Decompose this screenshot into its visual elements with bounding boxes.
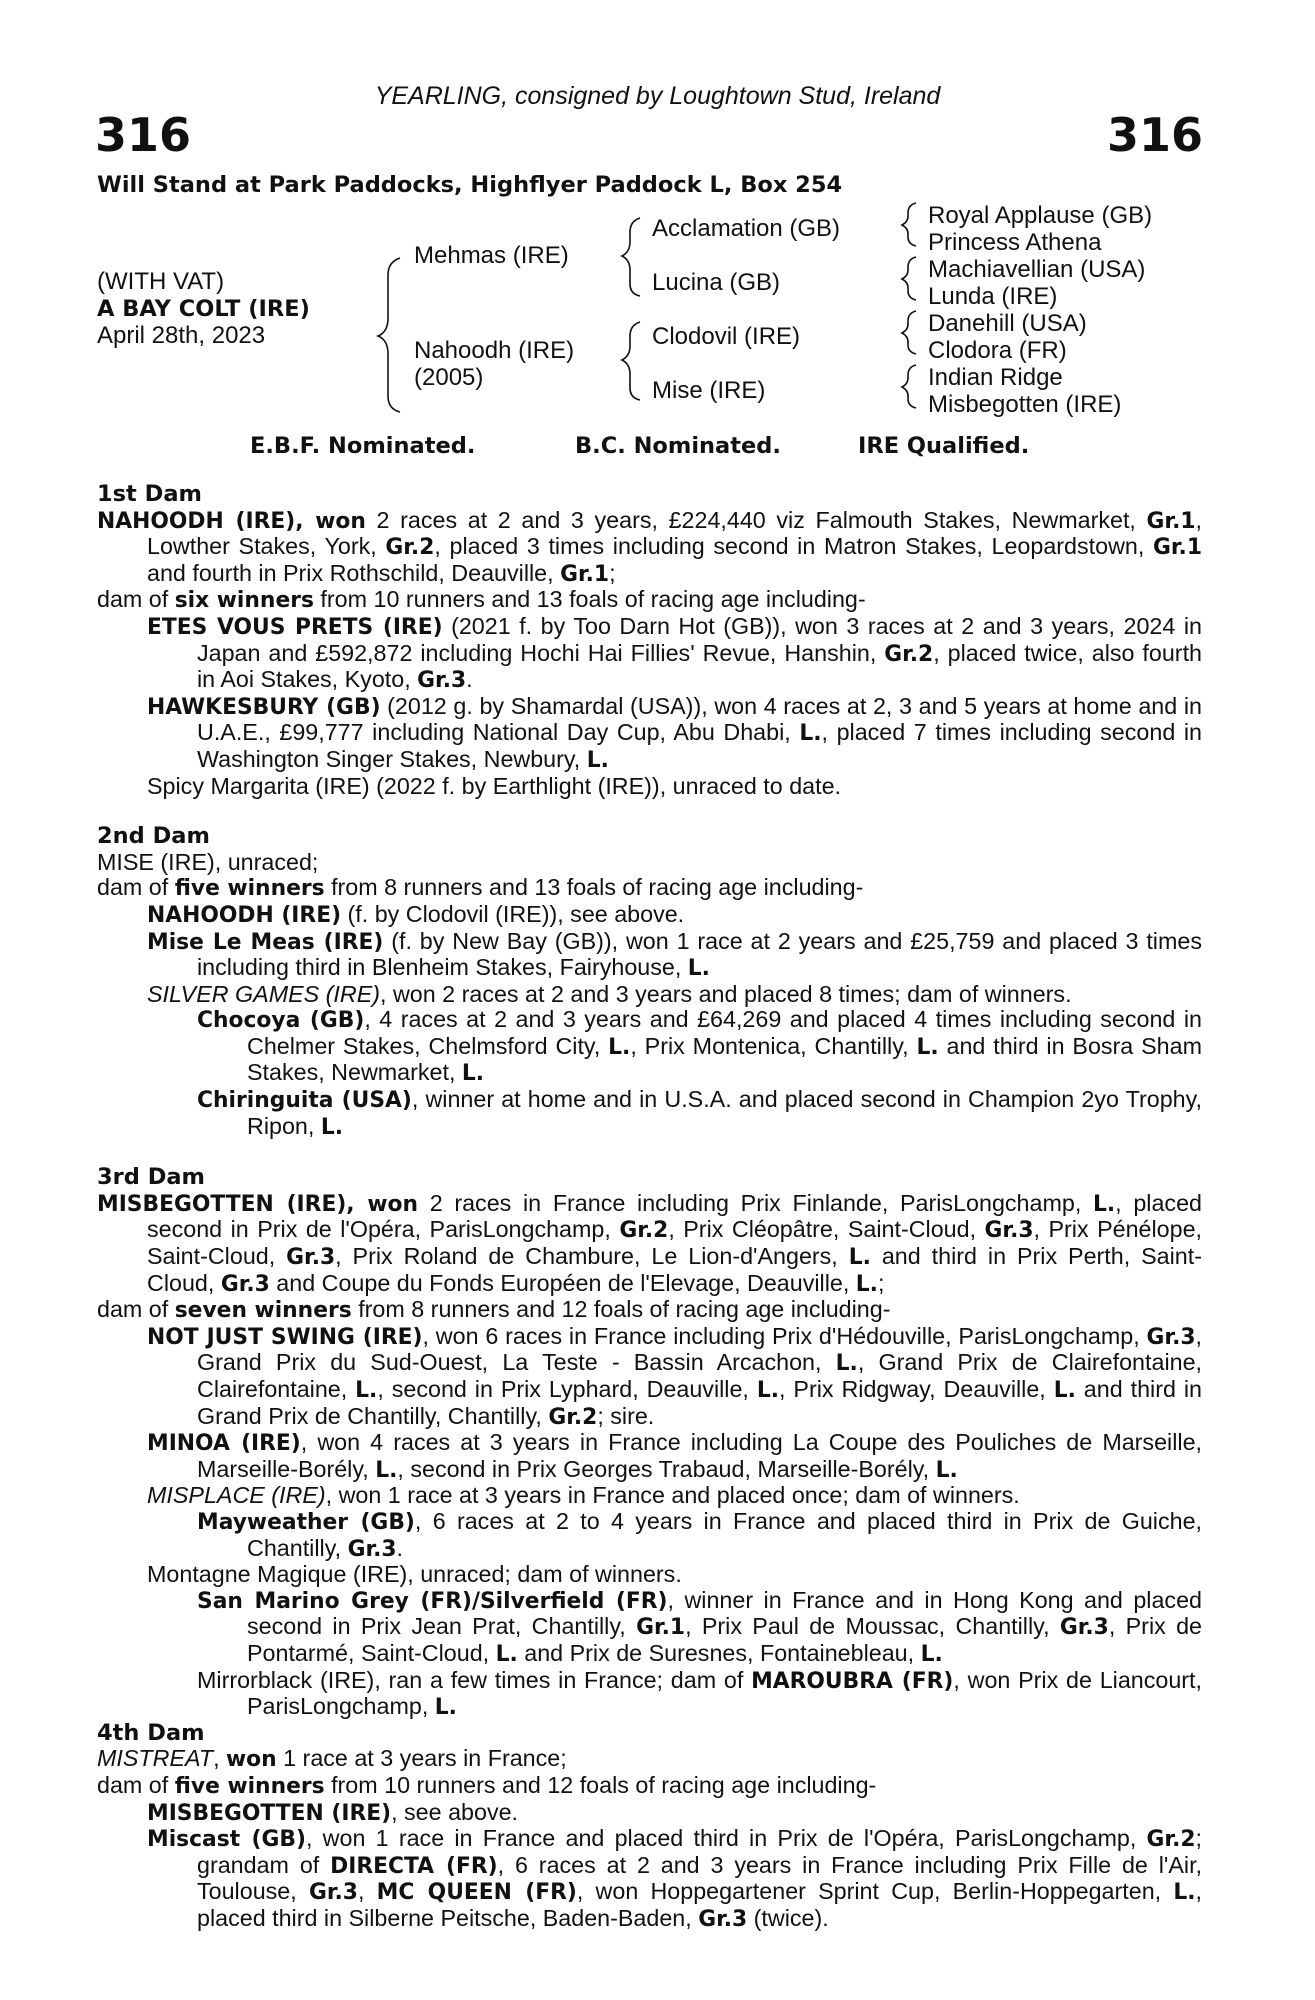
pedigree-sds: Machiavellian (USA)	[928, 256, 1146, 283]
third-dam-record: MISBEGOTTEN (IRE), won 2 races in France including Prix Finlande, ParisLongchamp, L., placed second in Prix de l'Opéra, ParisLongchamp, Gr.2, Prix Cléopâtre, Saint-Cloud, Gr.3, Prix Pénélope, Saint-Cloud, Gr.3, Prix Roland de Chambure, Le Lion-d'Angers, L. and third in Prix Perth, Saint-Cloud, Gr.3 and Coupe du Fonds Européen de l'Elevage, Deauville, L.;	[97, 1189, 1202, 1297]
third-dam-produce-summary: dam of seven winners from 8 runners and 12 foals of racing age including-	[97, 1296, 891, 1324]
ebf-nominated: E.B.F. Nominated.	[250, 433, 476, 459]
produce-misplace: MISPLACE (IRE), won 1 race at 3 years in France and placed once; dam of winners.	[147, 1482, 1020, 1509]
lot-number-left: 316	[95, 108, 192, 162]
pedigree-dds: Indian Ridge	[928, 364, 1063, 391]
first-dam-record: NAHOODH (IRE), won 2 races at 2 and 3 years, £224,440 viz Falmouth Stakes, Newmarket, Gr.1, Lowther Stakes, York, Gr.2, placed 3 times including second in Matron Stakes, Leopardstown, Gr.1 and fourth in Prix Rothschild, Deauville, Gr.1;	[97, 506, 1202, 587]
pedigree-sire-dam: Lucina (GB)	[652, 269, 781, 296]
section-heading-1st-dam: 1st Dam	[97, 481, 202, 507]
produce-chocoya: Chocoya (GB), 4 races at 2 and 3 years and £64,269 and placed 4 times including second in Chelmer Stakes, Chelmsford City, L., Prix Montenica, Chantilly, L. and third in Bosra Sham Stakes, Newmarket, L.	[197, 1006, 1202, 1087]
pedigree-ddd: Misbegotten (IRE)	[928, 391, 1122, 418]
pedigree-dam: Nahoodh (IRE)	[414, 337, 575, 364]
pedigree-dam-sire: Clodovil (IRE)	[652, 323, 801, 350]
catalogue-body	[97, 482, 1202, 1932]
pedigree-dam-dam: Mise (IRE)	[652, 377, 766, 404]
produce-nahoodh: NAHOODH (IRE) (f. by Clodovil (IRE)), see above.	[147, 900, 685, 928]
produce-mise-le-meas: Mise Le Meas (IRE) (f. by New Bay (GB)), won 1 race at 2 years and £25,759 and placed 3 times including third in Blenheim Stakes, Fairyhouse, L.	[147, 927, 1202, 982]
second-dam-record: MISE (IRE), unraced;	[97, 848, 319, 875]
lot-number-right: 316	[1106, 108, 1203, 162]
produce-spicy-margarita: Spicy Margarita (IRE) (2022 f. by Earthlight (IRE)), unraced to date.	[147, 772, 842, 799]
produce-silver-games: SILVER GAMES (IRE), won 2 races at 2 and 3 years and placed 8 times; dam of winners.	[147, 980, 1072, 1007]
produce-montagne-magique: Montagne Magique (IRE), unraced; dam of winners.	[147, 1561, 682, 1588]
vat-label: (WITH VAT)	[97, 268, 225, 295]
pedigree-sire-sire: Acclamation (GB)	[652, 215, 841, 242]
produce-misbegotten: MISBEGOTTEN (IRE), see above.	[147, 1798, 519, 1826]
first-dam-produce-summary: dam of six winners from 10 runners and 13 foals of racing age including-	[97, 586, 866, 614]
section-heading-4th-dam: 4th Dam	[97, 1719, 205, 1746]
produce-miscast: Miscast (GB), won 1 race in France and placed third in Prix de l'Opéra, ParisLongchamp, Gr.2; grandam of DIRECTA (FR), 6 races at 2 and 3 years in France including Prix Fille de l'Air, Toulouse, Gr.3, MC QUEEN (FR), won Hoppegartener Sprint Cup, Berlin-Hoppegarten, L., placed third in Silberne Peitsche, Baden-Baden, Gr.3 (twice).	[147, 1825, 1203, 1932]
fourth-dam-record: MISTREAT, won 1 race at 3 years in France;	[97, 1745, 567, 1773]
pedigree-sire: Mehmas (IRE)	[414, 242, 569, 269]
stand-location: Will Stand at Park Paddocks, Highflyer Paddock L, Box 254	[97, 172, 843, 198]
fourth-dam-produce-summary: dam of five winners from 10 runners and 12 foals of racing age including-	[97, 1771, 877, 1799]
produce-minoa: MINOA (IRE), won 4 races at 3 years in France including La Coupe des Pouliches de Marseille, Marseille-Borély, L., second in Prix Georges Trabaud, Marseille-Borély, L.	[147, 1429, 1202, 1483]
produce-not-just-swing: NOT JUST SWING (IRE), won 6 races in France including Prix d'Hédouville, ParisLongchamp, Gr.3, Grand Prix du Sud-Ouest, La Teste - Bassin Arcachon, L., Grand Prix de Clairefontaine, Clairefontaine, L., second in Prix Lyphard, Deauville, L., Prix Ridgway, Deauville, L. and third in Grand Prix de Chantilly, Chantilly, Gr.2; sire.	[147, 1322, 1203, 1430]
bc-nominated: B.C. Nominated.	[575, 433, 781, 459]
section-heading-2nd-dam: 2nd Dam	[97, 823, 210, 850]
second-dam-produce-summary: dam of five winners from 8 runners and 13 foals of racing age including-	[97, 874, 864, 902]
pedigree-dam-year: (2005)	[414, 364, 484, 391]
pedigree-sss: Royal Applause (GB)	[928, 202, 1153, 229]
section-heading-3rd-dam: 3rd Dam	[97, 1164, 205, 1191]
pedigree-dsd: Clodora (FR)	[928, 337, 1067, 364]
produce-san-marino-grey: San Marino Grey (FR)/Silverfield (FR), winner in France and in Hong Kong and placed second in Prix Jean Prat, Chantilly, Gr.1, Prix Paul de Moussac, Chantilly, Gr.3, Prix de Pontarmé, Saint-Cloud, L. and Prix de Suresnes, Fontainebleau, L.	[197, 1586, 1202, 1667]
produce-chiringuita: Chiringuita (USA), winner at home and in U.S.A. and placed second in Champion 2yo Trophy, Ripon, L.	[197, 1086, 1202, 1140]
produce-hawkesbury: HAWKESBURY (GB) (2012 g. by Shamardal (USA)), won 4 races at 2, 3 and 5 years at home and in U.A.E., £99,777 including National Day Cup, Abu Dhabi, L., placed 7 times including second in Washington Singer Stakes, Newbury, L.	[147, 692, 1203, 773]
horse-name: A BAY COLT (IRE)	[97, 296, 310, 322]
produce-mirrorblack: Mirrorblack (IRE), ran a few times in France; dam of MAROUBRA (FR), won Prix de Liancourt, ParisLongchamp, L.	[197, 1666, 1202, 1721]
produce-etes-vous-prets: ETES VOUS PRETS (IRE) (2021 f. by Too Darn Hot (GB)), won 3 races at 2 and 3 years, 2024 in Japan and £592,872 including Hochi Hai Fillies' Revue, Hanshin, Gr.2, placed twice, also fourth in Aoi Stakes, Kyoto, Gr.3.	[147, 612, 1202, 694]
pedigree-sdd: Lunda (IRE)	[928, 283, 1058, 310]
ire-qualified: IRE Qualified.	[858, 433, 1030, 459]
pedigree-dss: Danehill (USA)	[928, 310, 1087, 337]
pedigree-ssd: Princess Athena	[928, 229, 1102, 256]
foaled-date: April 28th, 2023	[97, 322, 266, 349]
consignment-line: YEARLING, consigned by Loughtown Stud, Ireland	[374, 82, 941, 110]
produce-mayweather: Mayweather (GB), 6 races at 2 to 4 years in France and placed third in Prix de Guiche, Chantilly, Gr.3.	[197, 1507, 1202, 1562]
